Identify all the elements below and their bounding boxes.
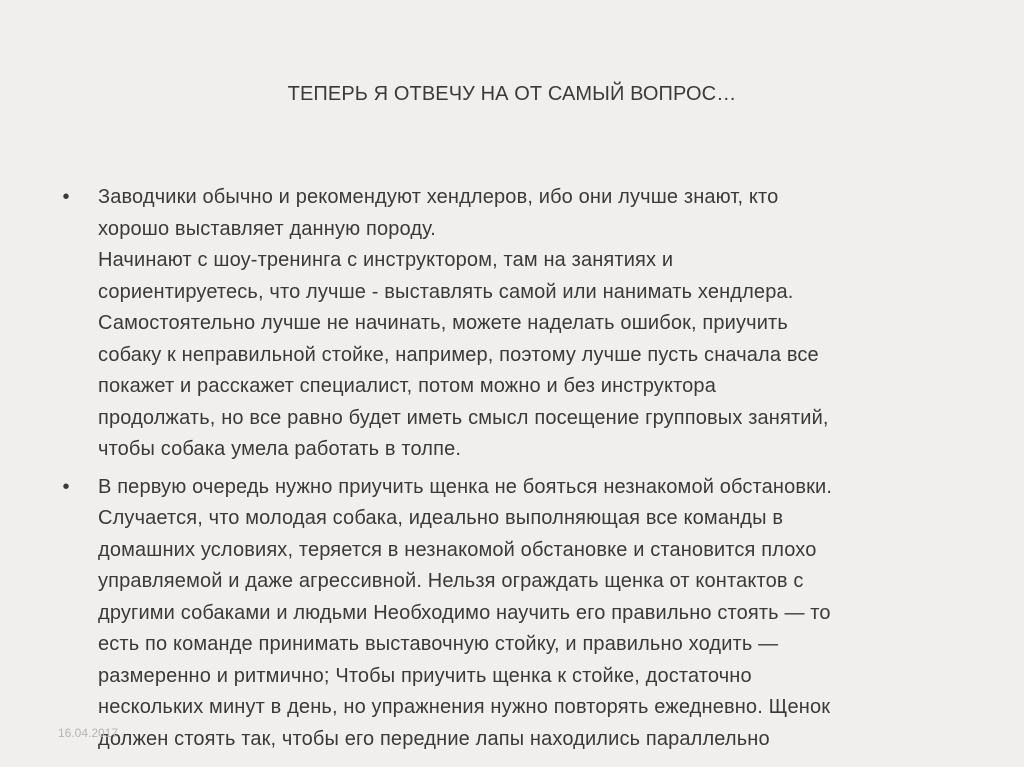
footer-date: 16.04.2017 bbox=[58, 726, 119, 740]
text-line: В первую очередь нужно приучить щенка не бояться незнакомой обстановки. bbox=[98, 475, 833, 498]
text-line: размеренно и ритмично; Чтобы приучить щенка к стойке, достаточно bbox=[98, 664, 752, 687]
text-line: продолжать, но все равно будет иметь смысл посещение групповых занятий, bbox=[98, 406, 829, 429]
bullet-text bbox=[98, 182, 976, 466]
text-line: есть по команде принимать выставочную стойку, и правильно ходить — bbox=[98, 633, 779, 655]
text-line: покажет и расскажет специалист, потом можно и без инструктора bbox=[98, 375, 716, 397]
text-line: собаку к неправильной стойке, например, поэтому лучше пусть сначала все bbox=[98, 343, 819, 366]
text-line: Начинают с шоу-тренинга с инструктором, там на занятиях и bbox=[98, 249, 674, 271]
bullet-list bbox=[56, 182, 976, 761]
bullet-item bbox=[56, 182, 976, 466]
bullet-marker: • bbox=[62, 186, 70, 208]
slide-title: ТЕПЕРЬ Я ОТВЕЧУ НА ОТ САМЫЙ ВОПРОС… bbox=[287, 83, 737, 105]
text-line: Заводчики обычно и рекомендуют хендлеров, ибо они лучше знают, кто bbox=[98, 186, 779, 208]
text-line: нескольких минут в день, но упражнения нужно повторять ежедневно. Щенок bbox=[98, 696, 831, 718]
text-line: чтобы собака умела работать в толпе. bbox=[98, 438, 462, 460]
text-line: хорошо выставляет данную породу. bbox=[98, 217, 436, 240]
text-line: другими собаками и людьми Необходимо научить его правильно стоять — то bbox=[98, 601, 831, 624]
text-line: Случается, что молодая собака, идеально выполняющая все команды в bbox=[98, 507, 784, 529]
text-line: сориентируетесь, что лучше - выставлять самой или нанимать хендлера. bbox=[98, 280, 794, 303]
bullet-text bbox=[98, 472, 976, 756]
text-line: Самостоятельно лучше не начинать, можете наделать ошибок, приучить bbox=[98, 312, 788, 334]
bullet-item bbox=[56, 472, 976, 756]
bullet-marker: • bbox=[62, 475, 70, 498]
text-line: должен стоять так, чтобы его передние лапы находились параллельно bbox=[98, 727, 770, 750]
text-line: домашних условиях, теряется в незнакомой обстановке и становится плохо bbox=[98, 538, 817, 561]
text-line: управляемой и даже агрессивной. Нельзя ограждать щенка от контактов с bbox=[98, 570, 804, 592]
